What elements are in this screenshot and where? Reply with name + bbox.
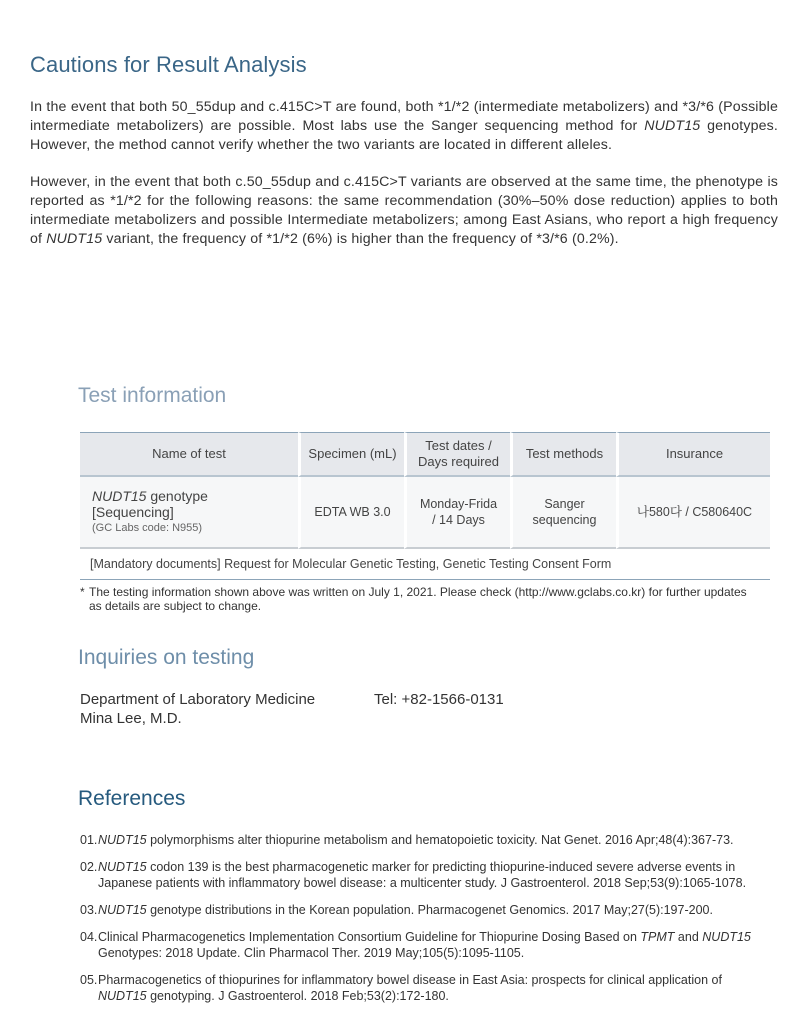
text-run: polymorphisms alter thiopurine metabolism and hematopoietic toxicity. Nat Genet. 2016 Apr;48(4):367-73.: [146, 833, 734, 847]
text-run: genotyping. J Gastroenterol. 2018 Feb;53(2):172-180.: [146, 989, 449, 1003]
text-run: variant, the frequency of *1/*2 (6%) is higher than the frequency of *3/*6 (0.2%).: [102, 231, 619, 247]
references-title: References: [78, 787, 186, 810]
header-test-dates: [404, 432, 510, 477]
cell-test-name: [80, 477, 298, 549]
test-name-rest: genotype [Sequencing]: [92, 488, 208, 520]
contact-person: Mina Lee, M.D.: [80, 710, 182, 727]
text-run: genotype distributions in the Korean population. Pharmacogenet Genomics. 2017 May;27(5):197-200.: [146, 903, 713, 917]
footnote-mark: *: [80, 585, 85, 599]
gene-name: NUDT15: [98, 833, 147, 847]
header-name-of-test: Name of test: [80, 432, 298, 477]
gene-name: NUDT15: [702, 930, 751, 944]
text-run: In the event that both 50_55dup and c.415C>T are found, both *1/*2 (intermediate metabolizers) and *3/*6 (Possible intermediate metabolizers) are possible. Most labs use the Sanger sequencing method for: [30, 99, 778, 134]
cell-test-dates: [404, 477, 510, 549]
reference-item: [80, 859, 770, 891]
reference-number: 02.: [80, 860, 98, 874]
reference-number: 04.: [80, 930, 98, 944]
department: Department of Laboratory Medicine: [80, 691, 316, 708]
inquiries-contact: [80, 690, 315, 728]
cell-insurance: 나580다 / C580640C: [616, 477, 770, 549]
header-specimen: Specimen (mL): [298, 432, 404, 477]
reference-item: [80, 832, 770, 848]
cautions-paragraph-2: [30, 173, 778, 249]
reference-item: [80, 929, 770, 961]
reference-number: 03.: [80, 903, 98, 917]
reference-item: [80, 902, 770, 918]
gene-name: NUDT15: [644, 118, 701, 134]
mandatory-documents: [80, 549, 770, 580]
test-information-title: Test information: [78, 384, 227, 407]
test-method-line2: sequencing: [532, 513, 597, 527]
reference-item: [80, 972, 770, 1004]
text-run: Pharmacogenetics of thiopurines for inflammatory bowel disease in East Asia: prospects for clinical application of: [98, 973, 722, 987]
table-row: [80, 477, 770, 549]
gene-name: NUDT15: [98, 860, 147, 874]
cautions-paragraph-1: [30, 98, 778, 155]
test-gene: NUDT15: [92, 488, 147, 504]
test-dates-line2: / 14 Days: [432, 513, 485, 527]
test-dates-line1: Monday-Frida: [419, 497, 498, 511]
test-information-table: [80, 432, 770, 549]
gene-name: NUDT15: [46, 231, 103, 247]
text-run: However, in the event that both c.50_55dup and c.415C>T variants are observed at the same time, the phenotype is reported as *1/*2 for the following reasons: the same recommendation (30%–50% dose reduction) applies to both intermediate metabolizers and possible Intermediate metabolizers; among East Asians, who report a high frequency of: [30, 174, 778, 247]
cell-specimen: EDTA WB 3.0: [298, 477, 404, 549]
cell-test-methods: [510, 477, 616, 549]
references-list: [80, 832, 770, 1015]
mandatory-documents-text: [Mandatory documents] Request for Molecular Genetic Testing, Genetic Testing Consent Form: [90, 557, 612, 571]
test-name: [92, 488, 292, 520]
footnote: [80, 585, 760, 613]
text-run: genotypes. However, the method cannot verify whether the two variants are located in different alleles.: [30, 118, 779, 153]
text-run: Genotypes: 2018 Update. Clin Pharmacol Ther. 2019 May;105(5):1095-1105.: [98, 946, 525, 960]
gene-name: NUDT15: [98, 989, 147, 1003]
header-test-dates-line2: Days required: [418, 454, 499, 469]
reference-number: 01.: [80, 833, 98, 847]
test-method-line1: Sanger: [544, 497, 585, 511]
header-test-methods: Test methods: [510, 432, 616, 477]
gene-name: NUDT15: [98, 903, 147, 917]
table-header-row: [80, 432, 770, 477]
telephone: Tel: +82-1566-0131: [374, 691, 504, 708]
cautions-title: Cautions for Result Analysis: [30, 52, 307, 77]
header-insurance: Insurance: [616, 432, 770, 477]
text-run: Clinical Pharmacogenetics Implementation Consortium Guideline for Thiopurine Dosing Based on: [98, 930, 641, 944]
footnote-text: The testing information shown above was written on July 1, 2021. Please check (http://www.gclabs.co.kr) for further updates as details are subject to change.: [89, 585, 747, 613]
text-run: and: [674, 930, 703, 944]
text-run: codon 139 is the best pharmacogenetic marker for predicting thiopurine-induced severe adverse events in Japanese patients with inflammatory bowel disease: a multicenter study. J Gastroenterol. 2018 Sep;53(9):1065-1078.: [98, 860, 747, 890]
test-code: (GC Labs code: N955): [92, 522, 203, 534]
header-test-dates-line1: Test dates /: [425, 438, 492, 453]
inquiries-title: Inquiries on testing: [78, 646, 255, 669]
reference-number: 05.: [80, 973, 98, 987]
gene-name: TPMT: [640, 930, 675, 944]
